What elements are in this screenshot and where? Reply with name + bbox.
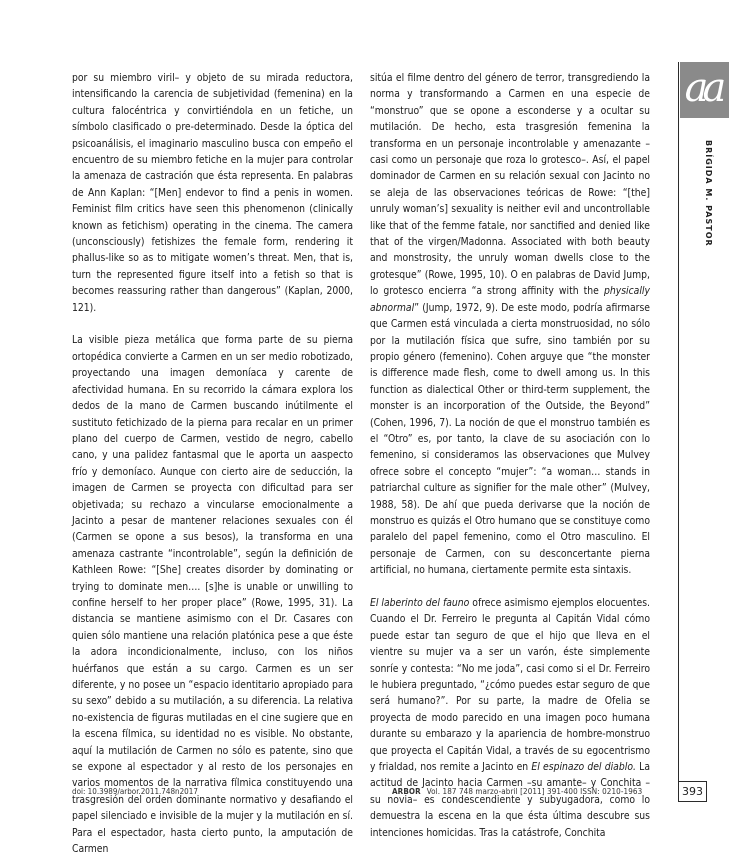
text-run: sitúa el filme dentro del género de terror, transgrediendo la norma y transformando a Carmen en una especie de “monstruo” que se opone a esconderse y a ocultar su mutilación. De hecho, esta trasgresión femenina la transforma en un personaje incontrolable y amenazante –casi como un personaje que roza lo grotesco–. Así, el papel dominador de Carmen en su relación sexual con Jacinto no se aleja de las observaciones teóricas de Rowe: “[the] unruly woman’s] sexuality is neither evil and uncontrollable like that of the femme fatale, nor sanctified and denied like that of the virgen/Madonna. Associated with both beauty and monstrosity, the unruly woman dwells close to the grotesque” (Rowe, 1995, 10). O en palabras de David Jump, lo grotesco encierra “a strong affinity with the bbox=[370, 72, 650, 298]
doi-reference: doi: 10.3989/arbor.2011.748n2017 bbox=[72, 787, 198, 796]
logo-mark: aa bbox=[684, 65, 721, 111]
italic-text: physically abnormal bbox=[370, 285, 650, 314]
paragraph: La visible pieza metálica que forma parte de su pierna ortopédica convierte a Carmen en un ser medio robotizado, proyectando una imagen demoníaca y carente de afectividad humana. En su recorrido la cámara explora los dedos de la mano de Carmen buscando inútilmente el sustituto fetichizado de la pierna para recalar en un primer plano del cuerpo de Carmen, vestido de negro, cabello cano, y una palidez fantasmal que le aporta un aaspecto frío y demoníaco. Aunque con cierto aire de seducción, la imagen de Carmen se proyecta con dificultad para ser objetivada; su rechazo a vincularse emocionalmente a Jacinto a pesar de mantener relaciones sexuales con él (Carmen se opone a sus besos), la transforma en una amenaza castrante “incontrolable”, según la definición de Kathleen Rowe: “[She] creates disorder by dominating or trying to dominate men…. [s]he is unable or unwilling to confine herself to her proper place” (Rowe, 1995, 31). La distancia se mantiene asimismo con el Dr. Casares con quien sólo mantiene una relación platónica pese a que éste la adora incondicionalmente, incluso, con los niños huérfanos que están a su cargo. Carmen es un ser diferente, y no posee un “espacio identitario apropiado para su sexo” debido a su mutilación, a su diferencia. La relativa no-existencia de figuras mutiladas en el cine sugiere que en la escena fílmica, su identidad no es visible. No obstante, aquí la mutilación de Carmen no sólo es patente, sino que se expone al espectador y al resto de los personajes en varios momentos de la narrativa fílmica constituyendo una trasgresión del orden dominante normativo y desafiando el papel silenciado e invisible de la mujer y la mutilación en sí. Para el espectador, hasta cierto punto, la amputación de Carmen bbox=[72, 334, 353, 856]
journal-info bbox=[392, 787, 642, 796]
film-title-italic: El espinazo del diablo. bbox=[531, 761, 636, 774]
paragraph bbox=[370, 70, 650, 579]
left-text-column bbox=[72, 70, 353, 857]
journal-name: ARBOR bbox=[392, 787, 421, 796]
page-number: 393 bbox=[678, 781, 707, 802]
film-title-italic: El laberinto del fauno bbox=[370, 596, 470, 609]
text-run: ” (Jump, 1972, 9). De este modo, podría afirmarse que Carmen está vinculada a cierta monstruosidad, no sólo por la mutilación física que sufre, sino también por su propio género (femenino). Cohen arguye que “the monster is difference made flesh, come to dwell among us. In this function as dialectical Other or third-term supplement, the monster is an incorporation of the Outside, the Beyond” (Cohen, 1996, 7). La noción de que el monstruo también es el “Otro” es, por tanto, la clave de su asociación con lo femenino, si consideramos las observaciones que Mulvey ofrece sobre el concepto “mujer”: “a woman… stands in patriarchal culture as signifier for the male other” (Mulvey, 1988, 58). De ahí que pueda derivarse que la noción de monstruo es quizás el Otro humano que se constituye como paralelo del papel femenino, como el Otro masculino. El personaje de Carmen, con su desconcertante pierna artificial, no humana, ciertamente permite esta sintaxis. bbox=[370, 301, 650, 577]
journal-logo bbox=[680, 62, 729, 118]
sidebar-divider bbox=[678, 62, 679, 784]
paragraph: por su miembro viril– y objeto de su mirada reductora, intensificando la carencia de subjetividad (femenina) en la cultura falocéntrica y convirtiéndola en un fetiche, un símbolo clasificado o pre-determinado. Desde la óptica del psicoanálisis, el imaginario masculino busca con empeño el encuentro de su miembro fetiche en la mujer para controlar la amenaza de castración que ésta representa. En palabras de Ann Kaplan: “[Men] endevor to find a penis in women. Feminist film critics have seen this phenomenon (clinically known as fetichism) operating in the cinema. The camera (unconsciously) fetishizes the female form, rendering it phallus-like so as to mitigate women’s threat. Men, that is, turn the represented figure itself into a fetish so that is becomes reassuring rather than dangerous” (Kaplan, 2000, 121). bbox=[72, 72, 353, 314]
paragraph bbox=[370, 595, 650, 841]
text-run: La actitud de Jacinto hacia Carmen –su amante– y Conchita –su novia– es condescendiente y subyugadora, como lo demuestra la escena en la que ésta última descubre sus intenciones homicidas. Tras la catástrofe, Conchita bbox=[370, 761, 650, 839]
text-run: ofrece asimismo ejemplos elocuentes. Cuando el Dr. Ferreiro le pregunta al Capitán Vidal cómo puede estar tan seguro de que el hijo que lleva en el vientre su mujer va a ser un varón, éste simplemente sonríe y contesta: “No me joda”, casi como si el Dr. Ferreiro le hubiera preguntado, “¿cómo puedes estar seguro de que será humano?”. Por su parte, la madre de Ofelia se proyecta de modo parecido en una imagen poco humana durante su embarazo y la apariencia de hombre-monstruo que proyecta el Capitán Vidal, a través de su egocentrismo y frialdad, nos remite a Jacinto en bbox=[370, 596, 650, 774]
right-text-column bbox=[370, 70, 650, 841]
journal-details: Vol. 187 748 marzo-abril [2011] 391-400 ISSN: 0210-1963 bbox=[426, 787, 643, 796]
author-name: BRÍGIDA M. PASTOR bbox=[704, 140, 713, 247]
